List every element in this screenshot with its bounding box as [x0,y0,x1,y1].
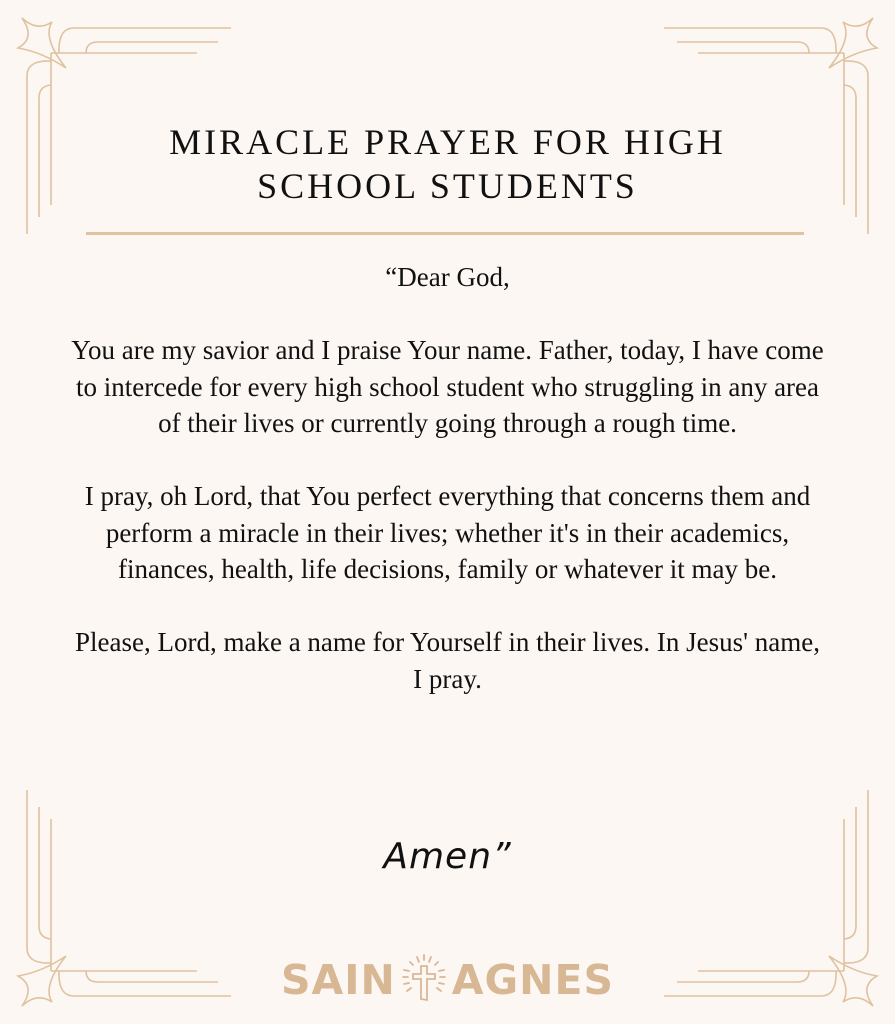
prayer-closing: Amen” [383,836,512,877]
prayer-paragraph: I pray, oh Lord, that You perfect everything that concerns them and perform a miracle in their lives; whether it's in their academics, finances, health, life decisions, family or whatever it may be. [84,481,811,584]
cross-with-rays-icon [398,952,450,1008]
title-line-1: MIRACLE PRAYER FOR HIGH [169,122,726,162]
prayer-salutation: “Dear God, [385,262,510,292]
prayer-body [70,259,825,734]
page-title [0,120,895,208]
title-line-2: SCHOOL STUDENTS [257,166,638,206]
brand-text-right: AGNES [451,956,615,1004]
title-divider [86,232,804,235]
brand-logo [0,952,895,1008]
prayer-paragraph: You are my savior and I praise Your name. Father, today, I have come to intercede for every high school student who struggling in any area of their lives or currently going through a rough time. [71,335,824,438]
brand-text-left: SAIN [280,956,396,1004]
prayer-paragraph: Please, Lord, make a name for Yourself in their lives. In Jesus' name, I pray. [75,627,820,694]
